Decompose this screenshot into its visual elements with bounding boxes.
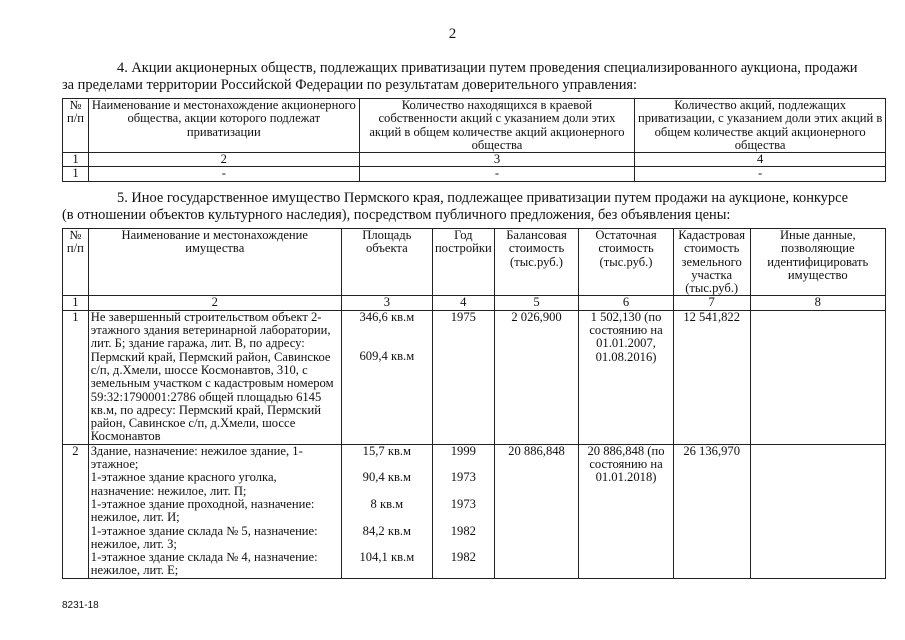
header-number: № п/п bbox=[63, 229, 89, 296]
table-cell: - bbox=[88, 167, 359, 181]
section-4-line-2: за пределами территории Российской Федерации по результатам доверительного управления: bbox=[62, 77, 638, 93]
page-number: 2 bbox=[448, 26, 457, 42]
header-other: Иные данные, позволяющие идентифицировать имущество bbox=[750, 229, 885, 296]
table-header-row bbox=[63, 229, 886, 296]
row-number: 1 bbox=[63, 310, 89, 444]
section-4-heading bbox=[62, 60, 886, 94]
header-name: Наименование и местонахождение имущества bbox=[88, 229, 341, 296]
building-name: 1-этажное здание склада № 4, назначение: нежилое, лит. Е; bbox=[90, 550, 318, 578]
area-value: 104,1 кв.м bbox=[359, 550, 415, 565]
area-value: 84,2 кв.м bbox=[362, 523, 412, 538]
cadastral-value: 12 541,822 bbox=[673, 310, 750, 444]
building-name: Здание, назначение: нежилое здание, 1-этажное; bbox=[90, 443, 303, 472]
year-value: 1999 bbox=[450, 443, 476, 458]
residual-value: 20 886,848 (по состоянию на 01.01.2018) bbox=[579, 444, 673, 578]
property-area bbox=[341, 444, 432, 578]
column-number-row bbox=[63, 153, 886, 167]
other-data bbox=[750, 444, 885, 578]
other-data bbox=[750, 310, 885, 444]
residual-value: 1 502,130 (по состоянию на 01.01.2007, 01.08.2016) bbox=[579, 310, 673, 444]
year-value: 1982 bbox=[450, 523, 476, 538]
column-number: 3 bbox=[341, 296, 432, 310]
building-name: 1-этажное здание склада № 5, назначение: нежилое, лит. З; bbox=[90, 523, 318, 551]
header-balance: Балансовая стоимость (тыс.руб.) bbox=[494, 229, 579, 296]
section-5-line-2: (в отношении объектов культурного наследия), посредством публичного предложения, без объявления цены: bbox=[62, 207, 731, 223]
table-cell: - bbox=[359, 167, 635, 181]
table-cell: - bbox=[635, 167, 886, 181]
property-name bbox=[88, 444, 341, 578]
section-4-line-1: 4. Акции акционерных обществ, подлежащих приватизации путем проведения специализированного аукциона, продажи bbox=[117, 60, 858, 76]
property-name: Не завершенный строительством объект 2-этажного здания ветеринарной лаборатории, лит. Б; здание гаража, лит. В, по адресу: Пермский край, Пермский район, Савинское с/п, д.Хмели, шоссе Космонавтов, 310, с земельным участком с кадастровым номером 59:32:1790001:2786 общей площадью 6145 кв.м, по адресу: Пермский край, Пермский район, Савинское с/п, д.Хмели, шоссе Космонавтов bbox=[88, 310, 341, 444]
area-value: 90,4 кв.м bbox=[362, 470, 412, 485]
column-number: 7 bbox=[673, 296, 750, 310]
year-value: 1982 bbox=[450, 550, 476, 565]
property-year: 1975 bbox=[432, 310, 494, 444]
column-number: 4 bbox=[635, 153, 886, 167]
header-residual: Остаточная стоимость (тыс.руб.) bbox=[579, 229, 673, 296]
header-company: Наименование и местонахождение акционерного общества, акции которого подлежат приватизации bbox=[88, 99, 359, 153]
column-number: 2 bbox=[88, 296, 341, 310]
header-regional-shares: Количество находящихся в краевой собственности акций с указанием доли этих акций в общем количестве акций акционерного общества bbox=[359, 99, 635, 153]
header-area: Площадь объекта bbox=[341, 229, 432, 296]
area-value: 609,4 кв.м bbox=[359, 349, 415, 364]
header-cadastral: Кадастровая стоимость земельного участка (тыс.руб.) bbox=[673, 229, 750, 296]
table-header-row bbox=[63, 99, 886, 153]
cadastral-value: 26 136,970 bbox=[673, 444, 750, 578]
column-number: 2 bbox=[88, 153, 359, 167]
building-name: 1-этажное здание проходной, назначение: нежилое, лит. И; bbox=[90, 496, 315, 525]
header-year: Год постройки bbox=[432, 229, 494, 296]
property-area bbox=[341, 310, 432, 444]
column-number: 8 bbox=[750, 296, 885, 310]
property-table bbox=[62, 228, 886, 579]
property-year bbox=[432, 444, 494, 578]
row-number: 2 bbox=[63, 444, 89, 578]
balance-value: 2 026,900 bbox=[494, 310, 579, 444]
year-value: 1973 bbox=[450, 496, 476, 511]
column-number: 1 bbox=[63, 153, 89, 167]
column-number: 4 bbox=[432, 296, 494, 310]
column-number: 5 bbox=[494, 296, 579, 310]
table-row bbox=[63, 167, 886, 181]
column-number-row bbox=[63, 296, 886, 310]
header-number: № п/п bbox=[63, 99, 89, 153]
column-number: 3 bbox=[359, 153, 635, 167]
column-number: 1 bbox=[63, 296, 89, 310]
balance-value: 20 886,848 bbox=[494, 444, 579, 578]
shares-table bbox=[62, 98, 886, 182]
building-name: 1-этажное здание красного уголка, назначение: нежилое, лит. П; bbox=[90, 470, 277, 498]
header-privatized-shares: Количество акций, подлежащих приватизации, с указанием доли этих акций в общем количестве акций акционерного общества bbox=[635, 99, 886, 153]
area-value: 346,6 кв.м bbox=[359, 309, 415, 324]
footer-code: 8231-18 bbox=[62, 600, 99, 611]
area-value: 15,7 кв.м bbox=[362, 443, 412, 458]
section-5-heading bbox=[62, 190, 886, 224]
area-value: 8 кв.м bbox=[370, 496, 404, 511]
table-cell: 1 bbox=[63, 167, 89, 181]
table-row bbox=[63, 310, 886, 444]
column-number: 6 bbox=[579, 296, 673, 310]
section-5-line-1: 5. Иное государственное имущество Пермского края, подлежащее приватизации путем продажи на аукционе, конкурсе bbox=[117, 190, 849, 206]
table-row bbox=[63, 444, 886, 578]
year-value: 1973 bbox=[450, 470, 476, 485]
